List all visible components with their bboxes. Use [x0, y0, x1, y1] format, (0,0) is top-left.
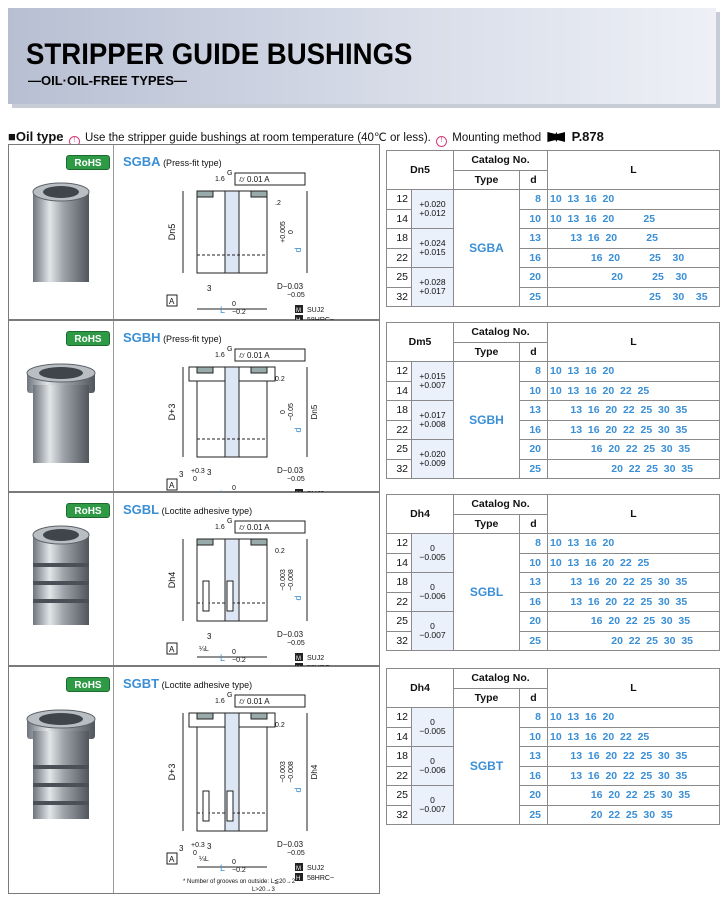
flatness-label: ⌭ 0.01 A — [239, 523, 270, 532]
g-label: G — [227, 170, 233, 177]
catalog-header: Catalog No. — [454, 323, 548, 343]
spec-table-sgbt — [386, 668, 720, 825]
type-header: Type — [454, 688, 520, 708]
type-header: Type — [454, 514, 520, 534]
outer-diameter: 14 — [387, 553, 412, 573]
page-header — [0, 0, 724, 112]
length-header: L — [548, 669, 720, 708]
rohs-badge: RoHS — [66, 331, 110, 346]
length-values[interactable]: 13 16 20 22 25 30 35 — [548, 573, 720, 593]
code-label: SGBT — [123, 676, 160, 691]
type-code[interactable]: SGBH — [454, 362, 520, 479]
material-label: SUJ2 — [307, 307, 325, 314]
groove-note-2: L>20→3 — [252, 887, 275, 893]
table-row — [387, 708, 720, 728]
outer-diameter: 18 — [387, 573, 412, 593]
bore-tolerance-upper: +0.005 — [280, 221, 287, 243]
technical-drawing — [117, 169, 379, 319]
outer-diameter: 14 — [387, 381, 412, 401]
tolerance: +0.015 +0.007 — [412, 362, 454, 401]
length-values[interactable]: 16 20 22 25 30 35 — [548, 612, 720, 632]
type-header: Type — [454, 342, 520, 362]
type-code[interactable]: SGBT — [454, 708, 520, 825]
code-desc: (Loctite adhesive type) — [159, 680, 253, 690]
outer-diameter: 12 — [387, 362, 412, 382]
length-values[interactable]: 10 13 16 20 — [548, 190, 720, 210]
bore-d: 16 — [520, 592, 548, 612]
length-values[interactable]: 13 16 20 22 25 30 35 — [548, 766, 720, 786]
catalog-header: Catalog No. — [454, 151, 548, 171]
table-row — [387, 747, 720, 767]
length-values[interactable]: 20 25 30 — [548, 268, 720, 288]
length-label: L — [220, 653, 226, 663]
bore-d: 20 — [520, 268, 548, 288]
outer-diameter: 25 — [387, 268, 412, 288]
bore-d: 10 — [520, 553, 548, 573]
length-values[interactable]: 20 22 25 30 35 — [548, 459, 720, 479]
outer-diameter-label: D+3 — [167, 763, 177, 781]
length-values[interactable]: 10 13 16 20 — [548, 362, 720, 382]
table-row — [387, 229, 720, 249]
code-desc: (Press-fit type) — [160, 334, 222, 344]
d-tolerance-lower: −0.05 — [287, 850, 305, 857]
spec-table-sgbl — [386, 494, 720, 651]
book-icon — [547, 132, 565, 142]
tolerance: 0 −0.006 — [412, 747, 454, 786]
length-values[interactable]: 13 16 20 22 25 30 35 — [548, 401, 720, 421]
page-title: STRIPPER GUIDE BUSHINGS — [26, 38, 413, 71]
length-values[interactable]: 10 13 16 20 — [548, 534, 720, 554]
outer-diameter: 22 — [387, 766, 412, 786]
outer-diameter: 18 — [387, 401, 412, 421]
tolerance: 0 −0.007 — [412, 612, 454, 651]
bore-tolerance-upper: 0 — [280, 410, 287, 414]
material-label: SUJ2 — [307, 655, 325, 662]
tolerance: +0.017 +0.008 — [412, 401, 454, 440]
tolerance: 0 −0.005 — [412, 534, 454, 573]
length-header: L — [548, 495, 720, 534]
d-header: d — [520, 688, 548, 708]
product-section-sgba — [8, 144, 380, 320]
bore-d: 10 — [520, 209, 548, 229]
tolerance: 0 −0.007 — [412, 786, 454, 825]
code-label: SGBA — [123, 154, 161, 169]
spec-table-sgbh — [386, 322, 720, 479]
outer-diameter: 12 — [387, 708, 412, 728]
three-label: 3 — [207, 632, 212, 641]
length-values[interactable]: 16 20 22 25 30 35 — [548, 786, 720, 806]
bore-d: 25 — [520, 459, 548, 479]
page-subtitle: —OIL·OIL-FREE TYPES— — [28, 73, 187, 88]
length-tol-lower: −0.2 — [232, 309, 246, 316]
length-values[interactable]: 13 16 20 22 25 30 35 — [548, 420, 720, 440]
type-header: Type — [454, 170, 520, 190]
product-section-sgbh — [8, 320, 380, 492]
hardness-label: 58HRC~ — [307, 875, 335, 882]
flatness-label: ⌭ 0.01 A — [239, 697, 270, 706]
d-tolerance-upper: D−0.03 — [277, 840, 304, 849]
length-values[interactable]: 13 16 20 22 25 30 35 — [548, 592, 720, 612]
outer-diameter: 22 — [387, 248, 412, 268]
outer-diameter: 14 — [387, 727, 412, 747]
table-row — [387, 268, 720, 288]
length-tol-upper: 0 — [232, 649, 236, 656]
hardness-icon: H — [296, 876, 301, 882]
diameter-header: Dh4 — [387, 669, 454, 708]
length-label: L — [220, 305, 226, 315]
groove-note: * Number of grooves on outside: L≦20→2 — [183, 879, 296, 885]
outer-diameter: 18 — [387, 747, 412, 767]
bore-d: 10 — [520, 727, 548, 747]
outer-diameter: 32 — [387, 287, 412, 307]
bore-label: d — [293, 427, 303, 433]
length-values[interactable]: 16 20 25 30 — [548, 248, 720, 268]
dn5-label: Dn5 — [310, 404, 319, 420]
caution-icon: ! — [436, 136, 447, 147]
bore-d: 13 — [520, 401, 548, 421]
roughness-value: 1.6 — [215, 352, 225, 359]
bore-label: d — [293, 787, 303, 793]
product-code — [123, 154, 222, 169]
product-section-sgbt — [8, 666, 380, 894]
product-photo — [9, 145, 114, 319]
bore-d: 20 — [520, 786, 548, 806]
outer-diameter: 32 — [387, 805, 412, 825]
tolerance: +0.024 +0.015 — [412, 229, 454, 268]
flatness-label: ⌭ 0.01 A — [239, 175, 270, 184]
technical-drawing — [117, 345, 379, 491]
code-desc: (Press-fit type) — [160, 158, 222, 168]
table-row — [387, 362, 720, 382]
outer-diameter: 12 — [387, 534, 412, 554]
bore-d: 20 — [520, 612, 548, 632]
diameter-header: Dm5 — [387, 323, 454, 362]
technical-drawing — [117, 517, 379, 665]
length-values[interactable]: 20 22 25 30 35 — [548, 631, 720, 651]
product-section-sgbl — [8, 492, 380, 666]
mounting-label: Mounting method — [452, 132, 542, 144]
length-values[interactable]: 10 13 16 20 25 — [548, 209, 720, 229]
outer-diameter: 32 — [387, 631, 412, 651]
outer-diameter: 22 — [387, 420, 412, 440]
dn5-label: Dh4 — [310, 764, 319, 780]
chamfer-label: 0.2 — [275, 376, 285, 383]
length-tol-upper: 0 — [232, 485, 236, 492]
plus03-label: +0.3 — [191, 468, 205, 475]
d-header: d — [520, 170, 548, 190]
material-icon: M — [296, 308, 301, 314]
d-tolerance-upper: D−0.03 — [277, 466, 304, 475]
bore-label: d — [293, 595, 303, 601]
page-ref[interactable]: P.878 — [571, 129, 604, 144]
bore-tolerance-upper: −0.003 — [280, 569, 287, 591]
bore-tolerance-lower: −0.008 — [288, 569, 295, 591]
catalog-header: Catalog No. — [454, 495, 548, 515]
table-row — [387, 440, 720, 460]
length-values[interactable]: 10 13 16 20 — [548, 708, 720, 728]
bore-d: 20 — [520, 440, 548, 460]
outer-diameter: 14 — [387, 209, 412, 229]
bore-d: 8 — [520, 362, 548, 382]
length-values[interactable]: 10 13 16 20 22 25 — [548, 553, 720, 573]
spec-table-sgba — [386, 150, 720, 307]
outer-diameter: 32 — [387, 459, 412, 479]
length-header: L — [548, 151, 720, 190]
outer-diameter: 25 — [387, 786, 412, 806]
bushing-photo-icon — [9, 667, 114, 895]
three-label: 3 — [207, 468, 212, 477]
rohs-badge: RoHS — [66, 155, 110, 170]
bore-d: 8 — [520, 190, 548, 210]
chamfer-label: 0.2 — [275, 548, 285, 555]
outer-diameter: 12 — [387, 190, 412, 210]
length-label: L — [220, 863, 226, 873]
three-label: 3 — [207, 842, 212, 851]
outer-diameter-label: D+3 — [167, 403, 177, 421]
chamfer-label: .2 — [275, 200, 281, 207]
length-values[interactable]: 20 22 25 30 35 — [548, 805, 720, 825]
bore-d: 16 — [520, 420, 548, 440]
bore-d: 25 — [520, 631, 548, 651]
tolerance: +0.028 +0.017 — [412, 268, 454, 307]
diameter-header: Dn5 — [387, 151, 454, 190]
d-header: d — [520, 342, 548, 362]
bushing-photo-icon — [9, 493, 114, 667]
bore-tolerance-lower: −0.008 — [288, 761, 295, 783]
bore-tolerance-upper: −0.003 — [280, 761, 287, 783]
temperature-note: Use the stripper guide bushings at room temperature (40℃ or less). — [84, 132, 431, 144]
technical-drawing — [117, 691, 379, 893]
g-label: G — [227, 692, 233, 699]
d-header: d — [520, 514, 548, 534]
length-values[interactable]: 10 13 16 20 22 25 — [548, 381, 720, 401]
bore-label: d — [293, 247, 303, 253]
bore-d: 16 — [520, 766, 548, 786]
quarter-l-label: ¼L — [199, 646, 209, 653]
outer-diameter-label: Dn5 — [167, 223, 177, 241]
outer-diameter-label: Dh4 — [167, 571, 177, 589]
bore-d: 25 — [520, 287, 548, 307]
bore-d: 13 — [520, 229, 548, 249]
bore-d: 25 — [520, 805, 548, 825]
length-values[interactable]: 13 16 20 25 — [548, 229, 720, 249]
length-tol-lower: −0.2 — [232, 867, 246, 874]
roughness-value: 1.6 — [215, 176, 225, 183]
d-tolerance-upper: D−0.03 — [277, 282, 304, 291]
length-tol-lower: −0.2 — [232, 657, 246, 664]
tolerance: +0.020 +0.012 — [412, 190, 454, 229]
plus03-label: +0.3 — [191, 842, 205, 849]
code-desc: (Loctite adhesive type) — [159, 506, 253, 516]
g-label: G — [227, 346, 233, 353]
roughness-value: 1.6 — [215, 698, 225, 705]
code-label: SGBL — [123, 502, 160, 517]
table-row — [387, 786, 720, 806]
table-row — [387, 573, 720, 593]
g-label: G — [227, 518, 233, 525]
outer-diameter: 25 — [387, 612, 412, 632]
length-tol-upper: 0 — [232, 859, 236, 866]
bore-d: 10 — [520, 381, 548, 401]
table-row — [387, 190, 720, 210]
roughness-value: 1.6 — [215, 524, 225, 531]
bore-tolerance-lower: 0 — [288, 230, 295, 234]
length-header: L — [548, 323, 720, 362]
catalog-header: Catalog No. — [454, 669, 548, 689]
length-values[interactable]: 25 30 35 — [548, 287, 720, 307]
type-label: ■Oil type — [8, 129, 64, 144]
rohs-badge: RoHS — [66, 503, 110, 518]
bore-d: 13 — [520, 573, 548, 593]
zero-label: 0 — [193, 476, 197, 483]
d-tolerance-lower: −0.05 — [287, 476, 305, 483]
table-row — [387, 534, 720, 554]
type-code[interactable]: SGBL — [454, 534, 520, 651]
d-tolerance-lower: −0.05 — [287, 640, 305, 647]
outer-diameter: 22 — [387, 592, 412, 612]
code-label: SGBH — [123, 330, 161, 345]
material-icon: M — [296, 866, 301, 872]
datum-a: A — [169, 481, 175, 490]
d-tolerance-upper: D−0.03 — [277, 630, 304, 639]
datum-a: A — [169, 645, 175, 654]
table-row — [387, 401, 720, 421]
product-code — [123, 330, 222, 345]
three-label-flange: 3 — [179, 844, 184, 853]
tolerance: 0 −0.005 — [412, 708, 454, 747]
chamfer-label: 0.2 — [275, 722, 285, 729]
bore-d: 16 — [520, 248, 548, 268]
three-label: 3 — [207, 284, 212, 293]
d-tolerance-lower: −0.05 — [287, 292, 305, 299]
bore-d: 8 — [520, 534, 548, 554]
flatness-label: ⌭ 0.01 A — [239, 351, 270, 360]
product-photo — [9, 667, 114, 893]
product-code — [123, 676, 252, 691]
material-icon: M — [296, 656, 301, 662]
tolerance: 0 −0.006 — [412, 573, 454, 612]
length-values[interactable]: 16 20 22 25 30 35 — [548, 440, 720, 460]
length-values[interactable]: 13 16 20 22 25 30 35 — [548, 747, 720, 767]
bore-d: 8 — [520, 708, 548, 728]
product-code — [123, 502, 252, 517]
material-label: SUJ2 — [307, 865, 325, 872]
caution-icon: ! — [69, 136, 80, 147]
length-tol-upper: 0 — [232, 301, 236, 308]
outer-diameter: 18 — [387, 229, 412, 249]
bore-tolerance-lower: −0.05 — [288, 403, 295, 421]
table-row — [387, 612, 720, 632]
datum-a: A — [169, 855, 175, 864]
zero-label: 0 — [193, 850, 197, 857]
type-code[interactable]: SGBA — [454, 190, 520, 307]
rohs-badge: RoHS — [66, 677, 110, 692]
tolerance: +0.020 +0.009 — [412, 440, 454, 479]
length-values[interactable]: 10 13 16 20 22 25 — [548, 727, 720, 747]
datum-a: A — [169, 297, 175, 306]
three-label-flange: 3 — [179, 470, 184, 479]
diameter-header: Dh4 — [387, 495, 454, 534]
quarter-l-label: ¼L — [199, 856, 209, 863]
bore-d: 13 — [520, 747, 548, 767]
bushing-photo-icon — [9, 145, 114, 321]
outer-diameter: 25 — [387, 440, 412, 460]
